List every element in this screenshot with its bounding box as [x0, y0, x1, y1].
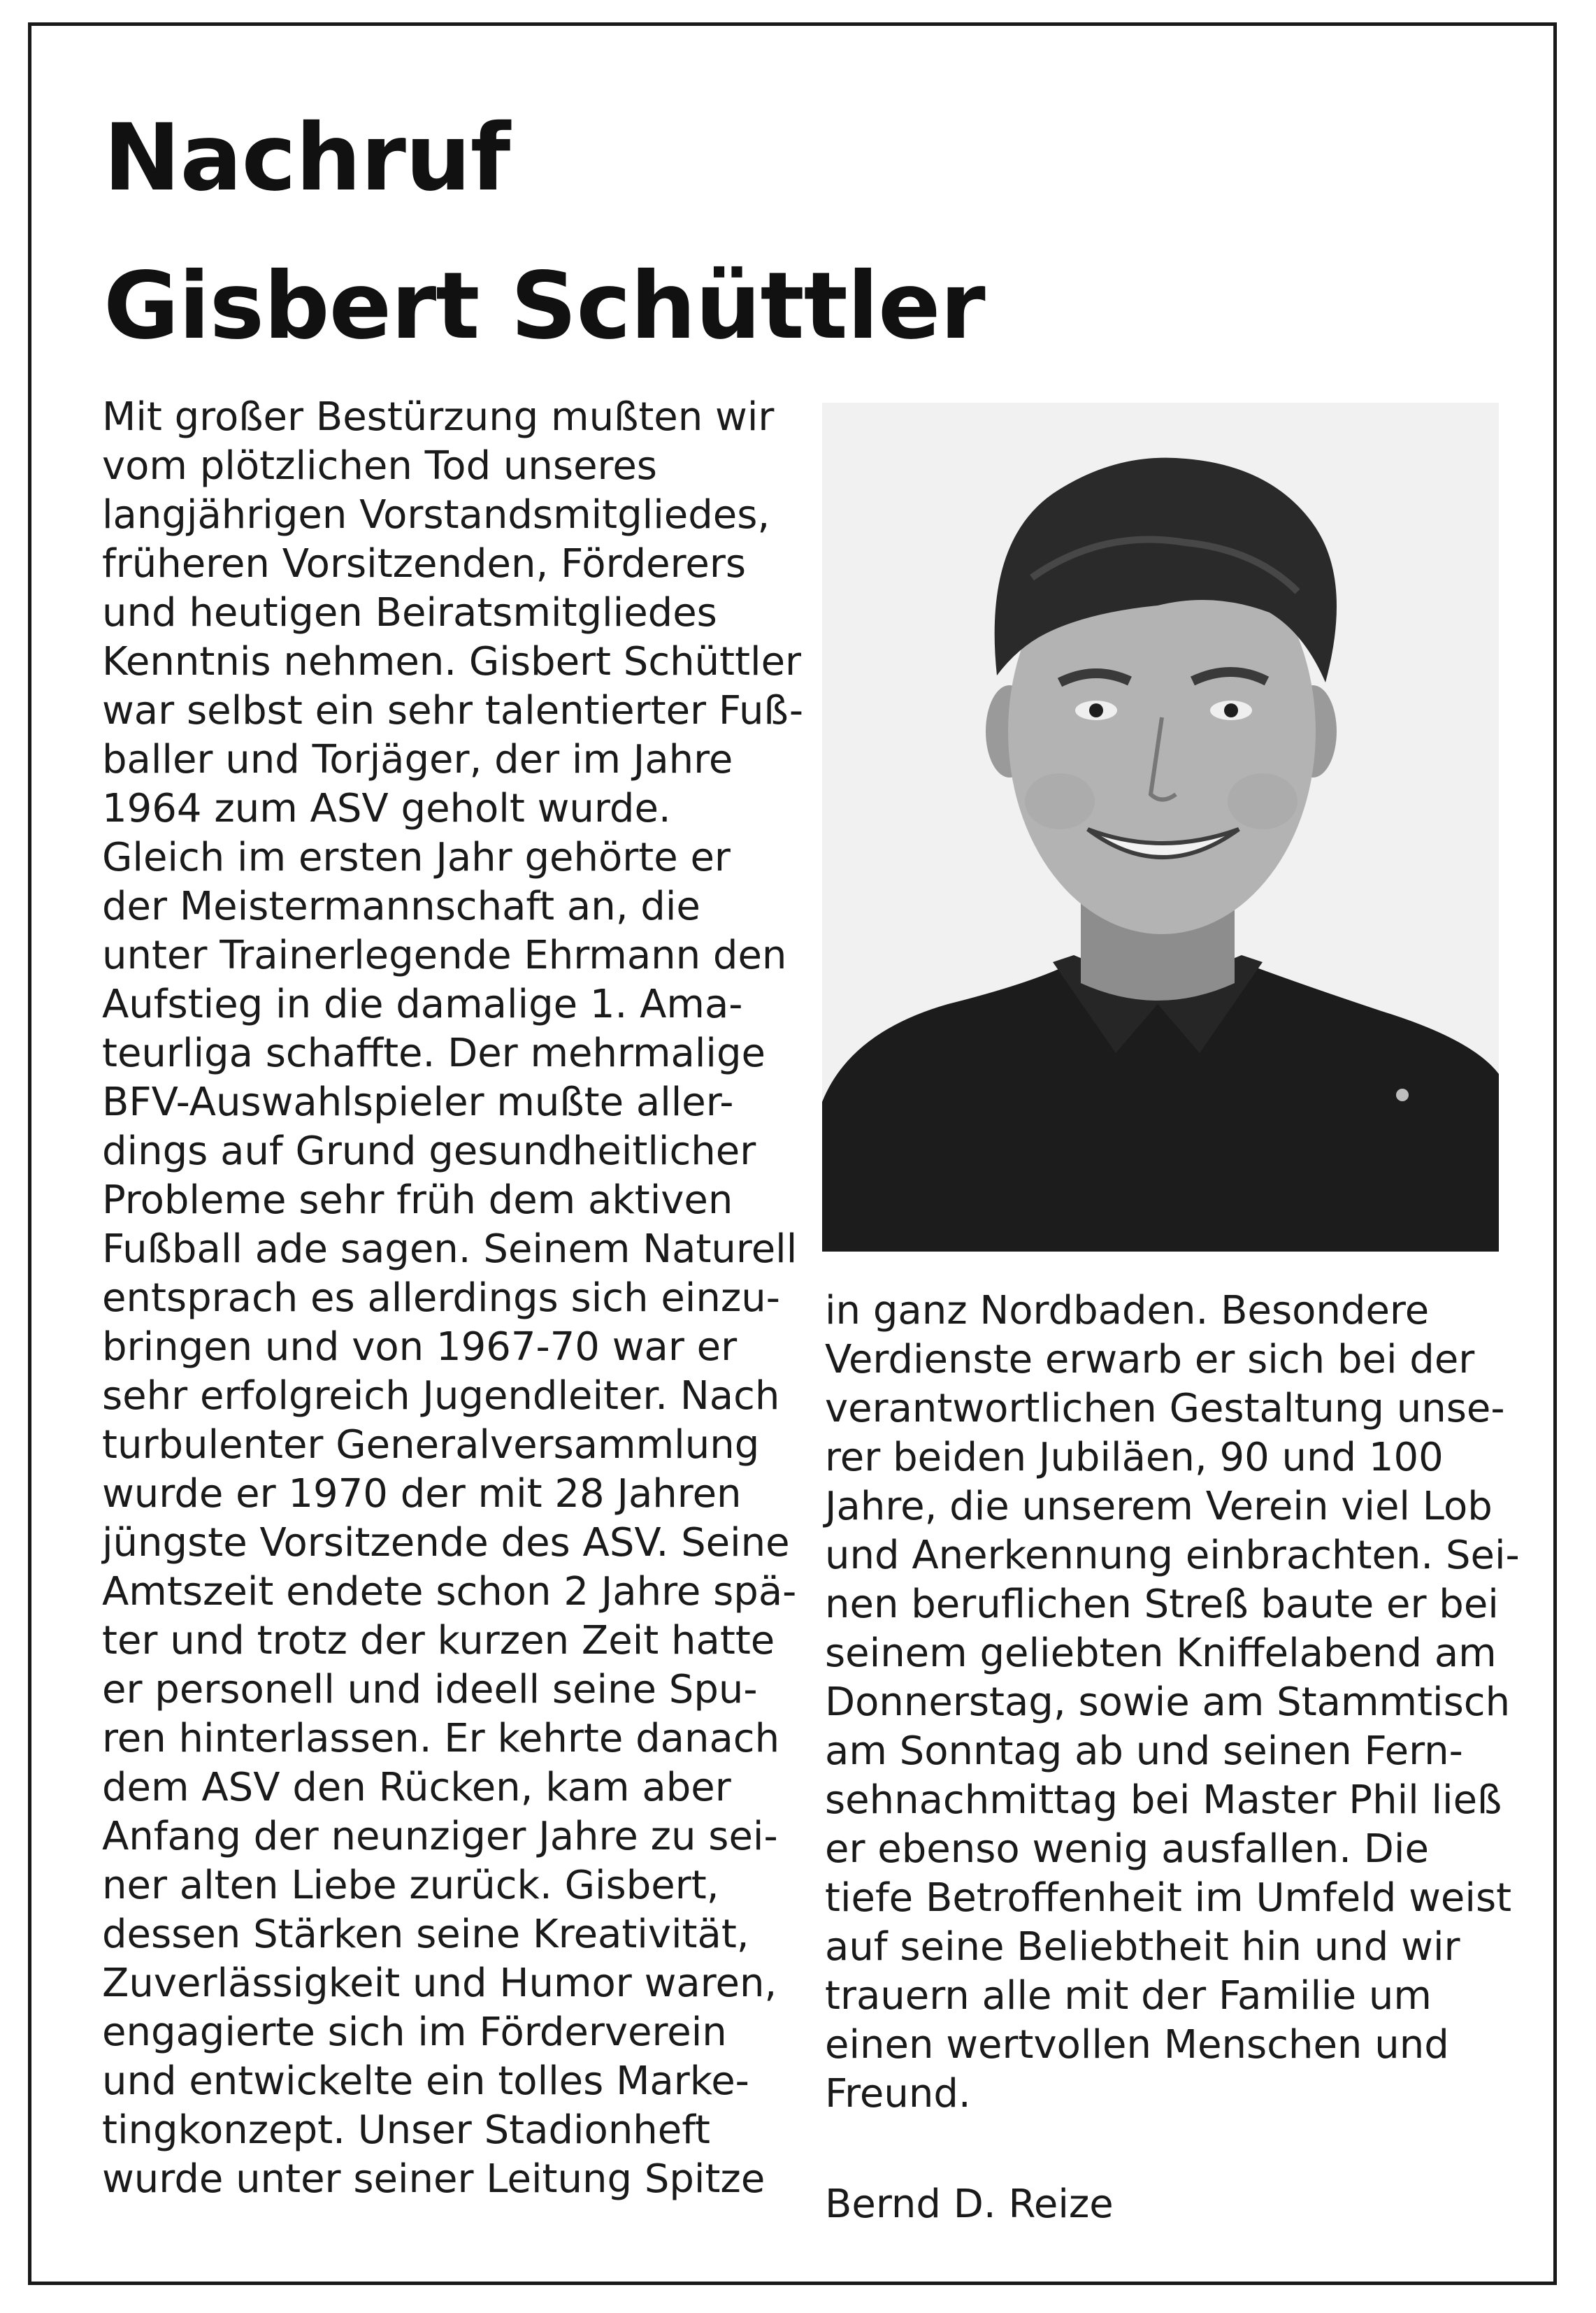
text-line: sehr erfolgreich Jugendleiter. Nach	[102, 1373, 780, 1419]
text-line: einen wertvollen Menschen und	[825, 2022, 1449, 2068]
text-line: war selbst ein sehr talentierter Fuß-	[102, 688, 804, 733]
text-line: ter und trotz der kurzen Zeit hatte	[102, 1618, 775, 1663]
portrait-illustration	[822, 403, 1499, 1252]
text-line: Aufstieg in die damalige 1. Ama-	[102, 982, 743, 1027]
text-line: Zuverlässigkeit und Humor waren,	[102, 1961, 777, 2006]
obituary-text-right-column	[825, 1287, 1520, 2119]
text-line: tingkonzept. Unser Stadionheft	[102, 2107, 710, 2153]
text-line: dem ASV den Rücken, kam aber	[102, 1765, 731, 1810]
text-line: dings auf Grund gesundheitlicher	[102, 1129, 756, 1174]
text-line: Fußball ade sagen. Seinem Naturell	[102, 1226, 798, 1272]
text-line: trauern alle mit der Familie um	[825, 1973, 1432, 2019]
text-line: sehnachmittag bei Master Phil ließ	[825, 1777, 1502, 1823]
text-line: tiefe Betroffenheit im Umfeld weist	[825, 1875, 1512, 1921]
text-line: früheren Vorsitzenden, Förderers	[102, 541, 747, 587]
text-line: BFV-Auswahlspieler mußte aller-	[102, 1080, 734, 1125]
obituary-text-left-column	[102, 393, 808, 2204]
text-line: und heutigen Beiratsmitgliedes	[102, 590, 717, 636]
text-line: 1964 zum ASV geholt wurde.	[102, 786, 671, 831]
text-line: vom plötzlichen Tod unseres	[102, 443, 657, 489]
text-line: nen beruflichen Streß baute er bei	[825, 1582, 1499, 1627]
text-line: wurde er 1970 der mit 28 Jahren	[102, 1471, 742, 1517]
text-line: Anfang der neunziger Jahre zu sei-	[102, 1814, 778, 1859]
text-line: und Anerkennung einbrachten. Sei-	[825, 1533, 1520, 1578]
text-line: bringen und von 1967-70 war er	[102, 1324, 738, 1370]
page-title	[103, 84, 985, 380]
text-line: Jahre, die unserem Verein viel Lob	[825, 1484, 1493, 1529]
text-line: verantwortlichen Gestaltung unse-	[825, 1386, 1505, 1431]
title-line-nachruf: Nachruf	[103, 104, 510, 212]
text-line: wurde unter seiner Leitung Spitze	[102, 2156, 765, 2202]
text-line: Kenntnis nehmen. Gisbert Schüttler	[102, 639, 802, 685]
text-line: und entwickelte ein tolles Marke-	[102, 2058, 749, 2104]
text-line: ner alten Liebe zurück. Gisbert,	[102, 1863, 719, 1908]
portrait-photo	[822, 403, 1499, 1252]
text-line: Mit großer Bestürzung mußten wir	[102, 394, 775, 440]
text-line: er ebenso wenig ausfallen. Die	[825, 1826, 1429, 1872]
author-signature: Bernd D. Reize	[825, 2182, 1114, 2227]
text-line: Amtszeit endete schon 2 Jahre spä-	[102, 1569, 797, 1614]
text-line: auf seine Beliebtheit hin und wir	[825, 1924, 1460, 1970]
text-line: engagierte sich im Förderverein	[102, 2010, 727, 2055]
text-line: der Meistermannschaft an, die	[102, 884, 700, 929]
text-line: baller und Torjäger, der im Jahre	[102, 737, 733, 782]
text-line: turbulenter Generalversammlung	[102, 1422, 760, 1468]
text-line: rer beiden Jubiläen, 90 und 100	[825, 1435, 1444, 1480]
text-line: ren hinterlassen. Er kehrte danach	[102, 1716, 780, 1761]
text-line: er personell und ideell seine Spu-	[102, 1667, 758, 1712]
text-line: Donnerstag, sowie am Stammtisch	[825, 1680, 1511, 1725]
text-line: dessen Stärken seine Kreativität,	[102, 1912, 749, 1957]
text-line: Probleme sehr früh dem aktiven	[102, 1177, 733, 1223]
text-line: Verdienste erwarb er sich bei der	[825, 1337, 1475, 1382]
text-line: Gleich im ersten Jahr gehörte er	[102, 835, 731, 880]
text-line: in ganz Nordbaden. Besondere	[825, 1288, 1430, 1333]
text-line: Freund.	[825, 2071, 971, 2117]
text-line: langjährigen Vorstandsmitgliedes,	[102, 492, 770, 538]
text-line: entsprach es allerdings sich einzu-	[102, 1275, 780, 1321]
text-line: teurliga schaffte. Der mehrmalige	[102, 1031, 765, 1076]
text-line: unter Trainerlegende Ehrmann den	[102, 933, 787, 978]
text-line: am Sonntag ab und seinen Fern-	[825, 1728, 1463, 1774]
text-line: seinem geliebten Kniffelabend am	[825, 1631, 1497, 1676]
title-line-name: Gisbert Schüttler	[103, 252, 985, 360]
text-line: jüngste Vorsitzende des ASV. Seine	[102, 1520, 790, 1566]
